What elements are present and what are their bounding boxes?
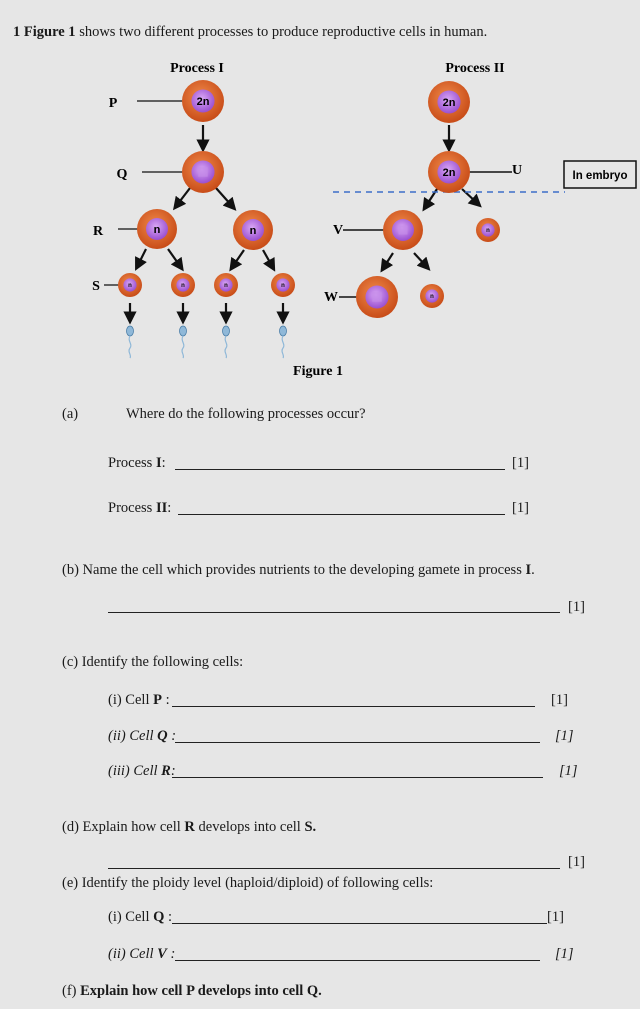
item-bold: P xyxy=(153,692,162,708)
item-bold: R xyxy=(161,763,171,779)
item-text: Process xyxy=(108,455,156,471)
ploidy-label: n xyxy=(181,283,185,289)
polar-body xyxy=(420,284,444,308)
cell-oogonium xyxy=(428,81,470,123)
item-bold: Q xyxy=(157,728,168,744)
answer-blank-c3[interactable] xyxy=(172,777,543,778)
mark: [1] xyxy=(568,854,585,870)
ploidy-label: n xyxy=(430,294,434,300)
item-text: (ii) Cell xyxy=(108,946,158,962)
item-text: : xyxy=(161,455,166,471)
ploidy-label: n xyxy=(486,228,490,234)
label-q: Q xyxy=(116,167,128,182)
sperm-icon xyxy=(127,326,134,358)
part-c-item-2 xyxy=(108,727,176,745)
label-v: V xyxy=(332,223,344,238)
spermatid xyxy=(171,273,195,297)
ploidy-label: 2n xyxy=(196,96,210,108)
part-c-item-3 xyxy=(108,762,176,780)
part-c-prompt: (c) Identify the following cells: xyxy=(62,654,244,670)
answer-blank-d[interactable] xyxy=(108,868,560,869)
answer-blank-a2[interactable] xyxy=(178,514,505,515)
prompt-text: develops into cell xyxy=(194,819,305,835)
prompt-bold: I xyxy=(525,562,532,578)
sperm-icon xyxy=(223,326,230,358)
prompt-text: (b) Name the cell which provides nutrients to the developing gamete in process xyxy=(62,562,526,578)
process-2-title: Process II xyxy=(445,61,505,76)
ploidy-label: 2n xyxy=(442,97,456,109)
sperm-icon xyxy=(180,326,187,358)
item-text: Process xyxy=(108,500,156,516)
answer-blank-a1[interactable] xyxy=(175,469,505,470)
intro-text: shows two different processes to produce reproductive cells in human. xyxy=(75,24,488,40)
item-text: : xyxy=(167,500,172,516)
prompt-text: (d) Explain how cell xyxy=(62,819,185,835)
mark: [1] xyxy=(547,909,564,925)
item-bold: Q xyxy=(153,909,165,925)
ploidy-label: n xyxy=(153,224,161,236)
item-bold: I xyxy=(155,455,162,471)
part-a-item-1 xyxy=(108,454,166,472)
mark: [1] xyxy=(551,692,568,708)
prompt-bold: R xyxy=(184,819,195,835)
mark: [1] xyxy=(555,946,574,962)
label-r: R xyxy=(92,224,104,239)
item-bold: II xyxy=(155,500,168,516)
mark: [1] xyxy=(512,455,529,471)
prompt-text: (f) xyxy=(62,983,81,999)
ploidy-label: n xyxy=(224,283,228,289)
answer-blank-c2[interactable] xyxy=(175,742,540,743)
cell-w xyxy=(356,276,398,318)
in-embryo-label: In embryo xyxy=(572,170,628,182)
label-s: S xyxy=(92,279,100,294)
part-a-item-2 xyxy=(108,499,171,517)
mark: [1] xyxy=(555,728,574,744)
item-text: : xyxy=(167,728,177,744)
part-a-label: (a) xyxy=(62,406,79,422)
item-text: (iii) Cell xyxy=(108,763,162,779)
part-e-prompt: (e) Identify the ploidy level (haploid/diploid) of following cells: xyxy=(62,875,434,891)
prompt-bold: S. xyxy=(304,819,317,835)
answer-blank-c1[interactable] xyxy=(172,706,535,707)
mark: [1] xyxy=(568,599,585,615)
figure-ref: Figure 1 xyxy=(23,24,76,40)
part-e-item-2 xyxy=(108,945,175,963)
figure-1 xyxy=(0,0,640,390)
item-text: (i) Cell xyxy=(108,692,154,708)
ploidy-label: n xyxy=(249,225,257,237)
part-a-prompt: Where do the following processes occur? xyxy=(126,406,366,422)
cell-labels xyxy=(92,96,522,305)
process-1-title: Process I xyxy=(170,61,224,76)
label-u: U xyxy=(511,163,523,178)
cell-p xyxy=(182,80,224,122)
sperm-icon xyxy=(280,326,287,358)
item-text: : xyxy=(166,946,176,962)
item-text: : xyxy=(161,692,170,708)
part-b-prompt xyxy=(62,561,535,579)
cell-r-sibling xyxy=(233,210,273,250)
mark: [1] xyxy=(512,500,529,516)
item-text: (i) Cell xyxy=(108,909,154,925)
label-lines xyxy=(104,101,512,297)
item-text: (ii) Cell xyxy=(108,728,158,744)
answer-blank-b[interactable] xyxy=(108,612,560,613)
part-e-item-1 xyxy=(108,908,172,926)
prompt-text: . xyxy=(531,562,535,578)
cell-v xyxy=(383,210,423,250)
cell-q xyxy=(182,151,224,193)
figure-caption: Figure 1 xyxy=(293,364,343,379)
answer-blank-e1[interactable] xyxy=(172,923,547,924)
cell-u xyxy=(428,151,470,193)
spermatid xyxy=(214,273,238,297)
item-text: : xyxy=(164,909,173,925)
question-number: 1 xyxy=(13,24,21,40)
item-text: : xyxy=(170,763,176,779)
cell-r xyxy=(137,209,177,249)
mark: [1] xyxy=(559,763,578,779)
label-p: P xyxy=(108,96,118,111)
part-c-item-1 xyxy=(108,691,170,709)
cell-s xyxy=(118,273,142,297)
answer-blank-e2[interactable] xyxy=(175,960,540,961)
label-w: W xyxy=(324,290,338,305)
spermatid xyxy=(271,273,295,297)
ploidy-label: 2n xyxy=(442,167,456,179)
polar-body xyxy=(476,218,500,242)
part-f-prompt xyxy=(62,982,322,1000)
part-d-prompt xyxy=(62,818,316,836)
item-bold: V xyxy=(157,946,167,962)
ploidy-label: n xyxy=(281,283,285,289)
ploidy-label: n xyxy=(128,283,132,289)
prompt-bold: Explain how cell P develops into cell Q. xyxy=(80,983,322,999)
